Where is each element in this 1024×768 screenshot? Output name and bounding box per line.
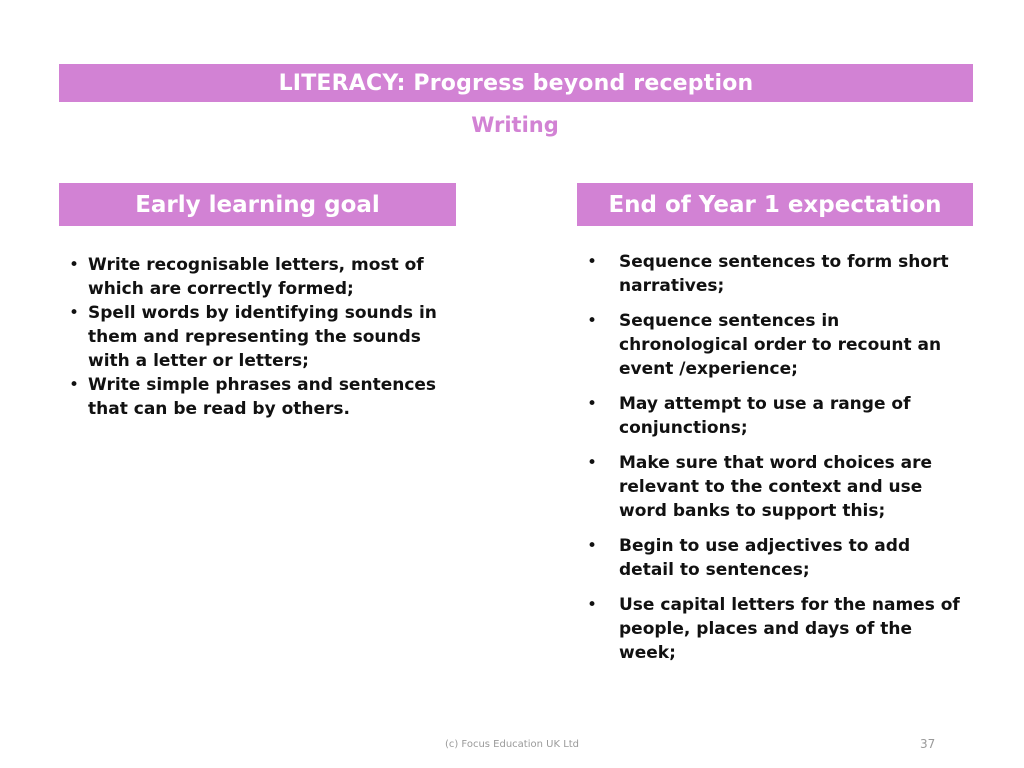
early-learning-goal-heading: Early learning goal — [135, 191, 380, 218]
page-number: 37 — [920, 737, 936, 751]
page-title: LITERACY: Progress beyond reception — [278, 70, 754, 96]
list-item-text: May attempt to use a range of conjunctions; — [619, 394, 911, 438]
list-item-text: Write recognisable letters, most of which are correctly formed; — [88, 255, 424, 299]
list-item-text: Write simple phrases and sentences that can be read by others. — [88, 375, 437, 419]
bullet-icon: • — [587, 252, 598, 272]
list-item — [583, 451, 963, 523]
list-item — [583, 534, 963, 582]
list-item-text: Make sure that word choices are relevant to the context and use word banks to support this; — [619, 453, 933, 521]
bullet-icon: • — [587, 311, 598, 331]
bullet-icon: • — [587, 595, 598, 615]
bullet-icon: • — [69, 255, 80, 275]
bullet-icon: • — [587, 453, 598, 473]
list-item — [583, 309, 963, 381]
end-of-year-1-heading: End of Year 1 expectation — [608, 191, 942, 218]
list-item — [67, 373, 447, 421]
list-item — [583, 392, 963, 440]
end-of-year-1-header — [577, 183, 973, 226]
copyright-footer: (c) Focus Education UK Ltd — [444, 739, 580, 750]
list-item-text: Spell words by identifying sounds in them and representing the sounds with a letter or letters; — [88, 303, 437, 371]
early-learning-goal-list — [67, 253, 447, 421]
list-item — [67, 253, 447, 301]
end-of-year-1-list — [583, 250, 963, 676]
bullet-icon: • — [69, 375, 80, 395]
title-bar — [59, 64, 973, 102]
early-learning-goal-header — [59, 183, 456, 226]
bullet-icon: • — [587, 536, 598, 556]
list-item — [583, 593, 963, 665]
bullet-icon: • — [587, 394, 598, 414]
list-item — [67, 301, 447, 373]
list-item-text: Sequence sentences to form short narratives; — [619, 252, 949, 296]
list-item-text: Sequence sentences in chronological order to recount an event /experience; — [619, 311, 942, 379]
list-item-text: Use capital letters for the names of people, places and days of the week; — [619, 595, 960, 663]
page-subtitle: Writing — [471, 113, 559, 137]
list-item-text: Begin to use adjectives to add detail to sentences; — [619, 536, 911, 580]
list-item — [583, 250, 963, 298]
bullet-icon: • — [69, 303, 80, 323]
